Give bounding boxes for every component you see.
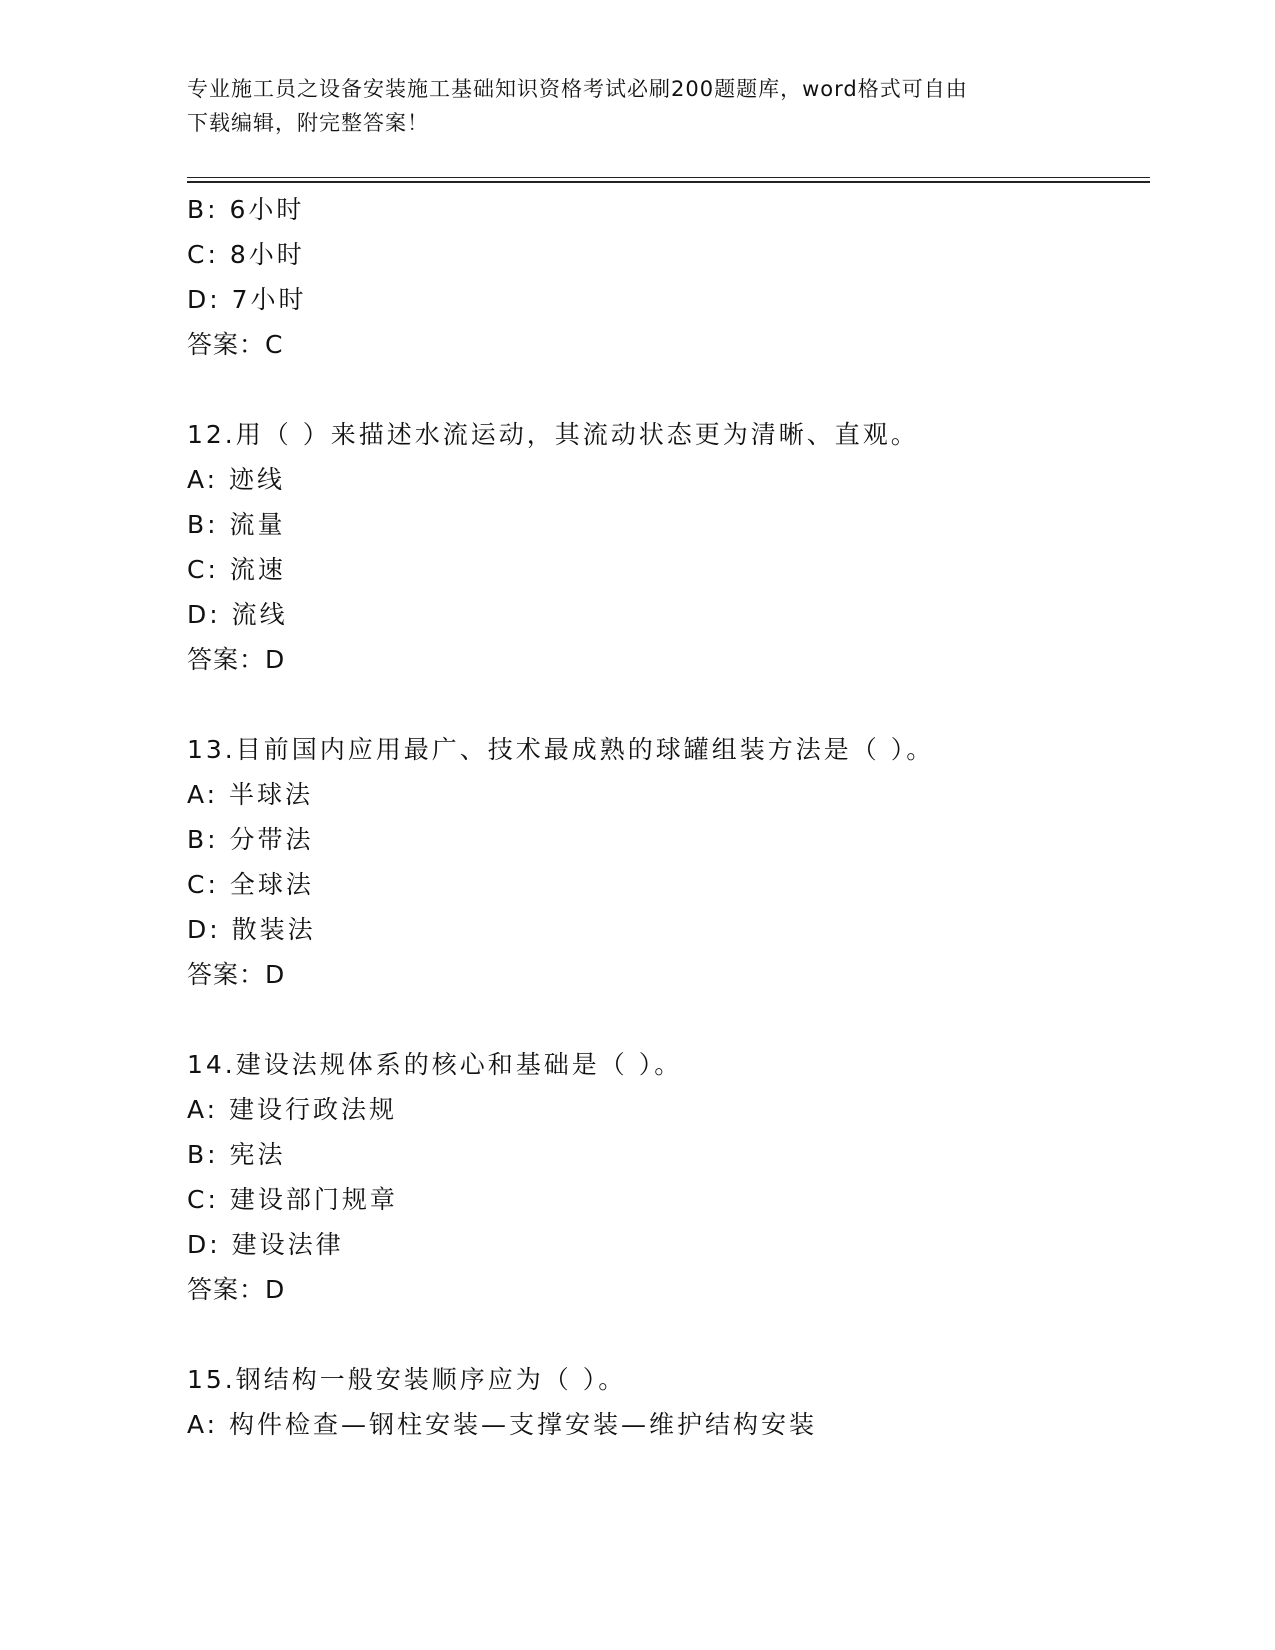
q15-question: 15.钢结构一般安装顺序应为（ ）。: [187, 1365, 627, 1394]
q12-option-a: A: 迹线: [187, 465, 286, 494]
document-header: [187, 72, 1067, 140]
q14-question: 14.建设法规体系的核心和基础是（ ）。: [187, 1050, 683, 1079]
q12-question: 12.用（ ）来描述水流运动，其流动状态更为清晰、直观。: [187, 420, 919, 449]
q13-option-a: A: 半球法: [187, 780, 314, 809]
q12-option-b: B: 流量: [187, 510, 286, 539]
q15-option-a: A: 构件检查—钢柱安装—支撑安装—维护结构安装: [187, 1410, 818, 1439]
q13-answer: 答案：D: [187, 960, 286, 989]
q12-option-c: C: 流速: [187, 555, 286, 584]
q11-option-c: C: 8小时: [187, 240, 305, 269]
q14-answer: 答案：D: [187, 1275, 286, 1304]
q11-option-b: B: 6小时: [187, 195, 305, 224]
q14-option-b: B: 宪法: [187, 1140, 286, 1169]
q13-option-c: C: 全球法: [187, 870, 314, 899]
header-title-line2: 下载编辑，附完整答案！: [187, 111, 429, 135]
q13-option-b: B: 分带法: [187, 825, 314, 854]
header-divider-thin: [187, 177, 1150, 178]
q14-option-c: C: 建设部门规章: [187, 1185, 398, 1214]
q14-option-d: D: 建设法律: [187, 1230, 344, 1259]
q11-option-d: D: 7小时: [187, 285, 307, 314]
q13-option-d: D: 散装法: [187, 915, 316, 944]
q12-option-d: D: 流线: [187, 600, 288, 629]
header-divider-thick: [187, 181, 1150, 183]
header-title-line1: 专业施工员之设备安装施工基础知识资格考试必刷200题题库，word格式可自由: [187, 77, 968, 101]
q11-answer: 答案：C: [187, 330, 284, 359]
q12-answer: 答案：D: [187, 645, 286, 674]
q14-option-a: A: 建设行政法规: [187, 1095, 398, 1124]
q13-question: 13.目前国内应用最广、技术最成熟的球罐组装方法是（ ）。: [187, 735, 935, 764]
